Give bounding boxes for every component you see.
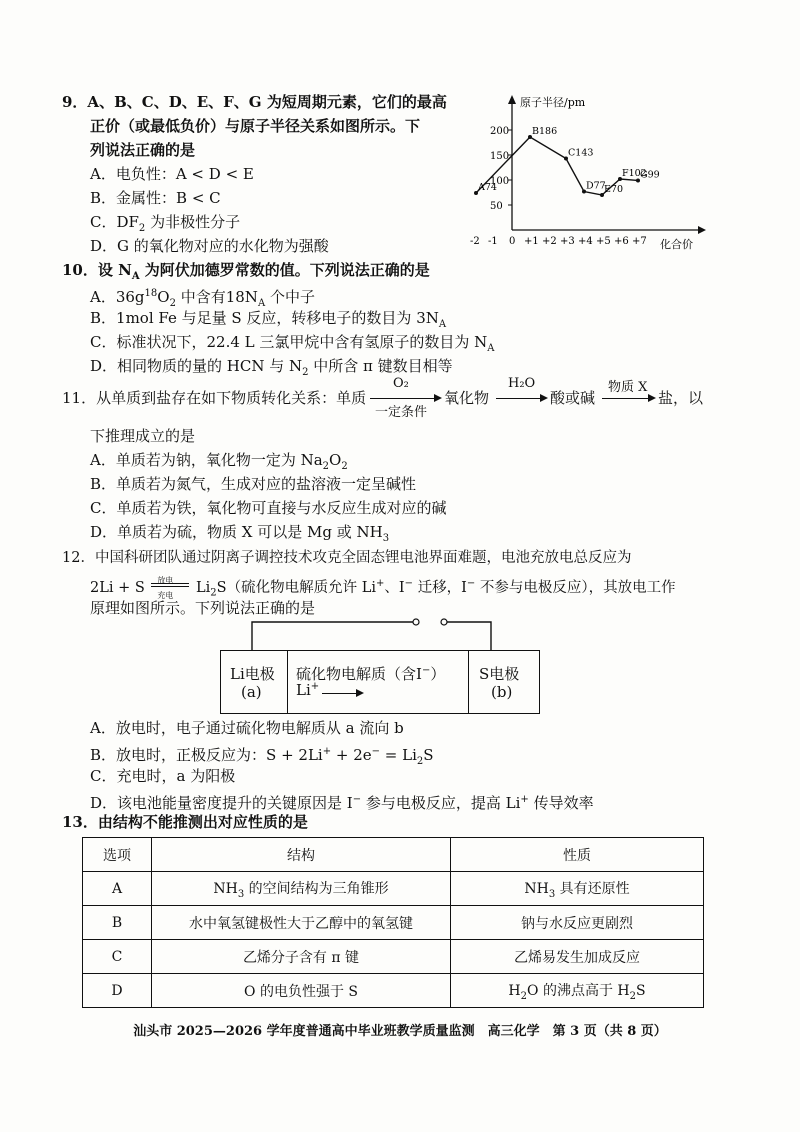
q10-option-d: D．相同物质的量的 HCN 与 $N_2$ 中所含 π 键数目相等 — [90, 357, 453, 378]
q10-option-c: C．标准状况下，22.4 L 三氯甲烷中含有氢原子的数目为 $N_A$ — [90, 333, 495, 354]
header-structure: 结构 — [152, 838, 451, 872]
x-tick-label: +2 — [542, 236, 557, 247]
q9-option-c: C．$DF_2$ 为非极性分子 — [90, 213, 241, 234]
q11-option-d: D．单质若为硫，物质 X 可以是 Mg 或 $NH_3$ — [90, 523, 390, 544]
y-tick-label: 150 — [490, 151, 510, 162]
table-header-row — [83, 838, 704, 872]
x-tick-label: +5 — [596, 236, 611, 247]
table-row: C 乙烯分子含有 π 键 乙烯易发生加成反应 — [83, 940, 704, 974]
x-tick-label: +3 — [560, 236, 575, 247]
header-option: 选项 — [83, 838, 152, 872]
table-row: A $NH_3$ 的空间结构为三角锥形 $NH_3$ 具有还原性 — [83, 872, 704, 906]
q11-arrow3 — [602, 398, 654, 399]
header-property: 性质 — [451, 838, 704, 872]
q11-arrow2 — [496, 398, 546, 399]
q12-option-c: C．充电时，a 为阳极 — [90, 767, 236, 785]
reversible-arrow-icon: 放电 充电 — [149, 574, 191, 594]
li-electrode: Li电极 (a) — [220, 650, 288, 714]
page-footer: 汕头市 2025—2026 学年度普通高中毕业班教学质量监测 高三化学 第 3 页（共 8 页） — [133, 1024, 667, 1039]
table-row: B 水中氧氢键极性大于乙醇中的氧氢键 钠与水反应更剧烈 — [83, 906, 704, 940]
q12-option-b: B．放电时，正极反应为：$S + 2Li^+ + 2e^- = Li_2S$ — [90, 746, 434, 767]
x-tick-label: +1 — [524, 236, 539, 247]
li-ion-arrow-icon — [322, 693, 362, 694]
data-label-C143: C143 — [568, 147, 594, 159]
q11-salt: 盐，以 — [658, 389, 704, 407]
y-axis-label: 原子半径/pm — [520, 96, 586, 109]
q11-arrow1-top: O₂ — [393, 376, 409, 391]
q9-option-a: A．电负性：A < D < E — [90, 165, 254, 183]
x-tick-label: 0 — [509, 236, 516, 247]
q11-option-b: B．单质若为氮气，生成对应的盐溶液一定呈碱性 — [90, 475, 417, 493]
data-label-E70: E70 — [604, 184, 624, 195]
q11-arrow2-top: H₂O — [508, 376, 536, 391]
y-tick-label: 100 — [490, 176, 510, 187]
external-circuit — [215, 608, 515, 650]
q10-stem: 10．设 $N_A$ 为阿伏加德罗常数的值。下列说法正确的是 — [62, 261, 430, 282]
y-tick-label: 200 — [490, 126, 510, 137]
q11-option-c: C．单质若为铁，氧化物可直接与水反应生成对应的碱 — [90, 499, 447, 517]
data-label-B186: B186 — [532, 126, 558, 137]
data-label-A74: A74 — [478, 182, 497, 193]
y-tick-label: 50 — [490, 201, 503, 212]
table-row: D O 的电负性强于 S $H_2O$ 的沸点高于 $H_2S$ — [83, 974, 704, 1008]
s-electrode: S电极 (b) — [468, 650, 540, 714]
data-label-D77: D77 — [586, 180, 606, 192]
x-tick-label: -1 — [488, 236, 498, 247]
q11-arrow1 — [370, 398, 440, 399]
q11-arrow1-bottom: 一定条件 — [375, 405, 428, 420]
q12-equation-line: 2Li + S 放电 充电 $Li_2S$（硫化物电解质允许 Li+、I− 迁移，I− 不参与电极反应），其放电工作 — [90, 576, 676, 600]
q11-oxide: 氧化物 — [444, 389, 490, 407]
x-axis-arrow-icon — [698, 226, 706, 234]
q10-option-b: B．1mol Fe 与足量 S 反应，转移电子的数目为 $3N_A$ — [90, 309, 447, 330]
q11-arrow3-top: 物质 X — [608, 380, 648, 395]
q12-stem-line3: 原理如图所示。下列说法正确的是 — [90, 599, 316, 617]
x-tick-label: +6 — [614, 236, 629, 247]
q11-option-a: A．单质若为钠，氧化物一定为 $Na_2O_2$ — [90, 451, 348, 472]
q11-stem-prefix: 11．从单质到盐存在如下物质转化关系：单质 — [62, 389, 367, 407]
q12-stem-line1: 12．中国科研团队通过阴离子调控技术攻克全固态锂电池界面难题，电池充放电总反应为 — [62, 550, 632, 566]
data-label-G99: G99 — [640, 169, 660, 181]
q9-stem-line2: 正价（或最低负价）与原子半径关系如图所示。下 — [90, 117, 421, 135]
x-tick-label: -2 — [470, 236, 480, 247]
q13-stem: 13．由结构不能推测出对应性质的是 — [62, 813, 308, 831]
q9-stem-line3: 列说法正确的是 — [90, 141, 196, 159]
q9-option-b: B．金属性：B < C — [90, 189, 221, 207]
q11-stem-line2: 下推理成立的是 — [90, 427, 196, 445]
q12-option-d: D．该电池能量密度提升的关键原因是 I− 参与电极反应，提高 Li+ 传导效率 — [90, 794, 594, 812]
q9-option-d: D．G 的氧化物对应的水化物为强酸 — [90, 237, 329, 255]
switch-terminal-right-icon — [441, 619, 447, 625]
x-axis-label: 化合价 — [660, 238, 693, 251]
q11-acid-base: 酸或碱 — [550, 389, 596, 407]
sulfide-electrolyte: 硫化物电解质（含I−） Li+ — [287, 650, 469, 714]
q10-option-a: A．$36g^{18}O_2$ 中含有$18N_A$ 个中子 — [90, 288, 315, 309]
q13-table — [82, 837, 704, 1008]
y-axis-arrow-icon — [508, 95, 516, 104]
q12-option-a: A．放电时，电子通过硫化物电解质从 a 流向 b — [90, 719, 404, 737]
radius-valence-chart — [470, 92, 710, 252]
li-ion-label: Li+ — [296, 681, 320, 699]
x-tick-label: +7 — [632, 236, 647, 247]
data-label-F102: F102 — [622, 168, 647, 179]
x-tick-label: +4 — [578, 236, 593, 247]
q9-stem-line1: 9．A、B、C、D、E、F、G 为短周期元素，它们的最高 — [62, 93, 447, 111]
switch-terminal-left-icon — [413, 619, 419, 625]
